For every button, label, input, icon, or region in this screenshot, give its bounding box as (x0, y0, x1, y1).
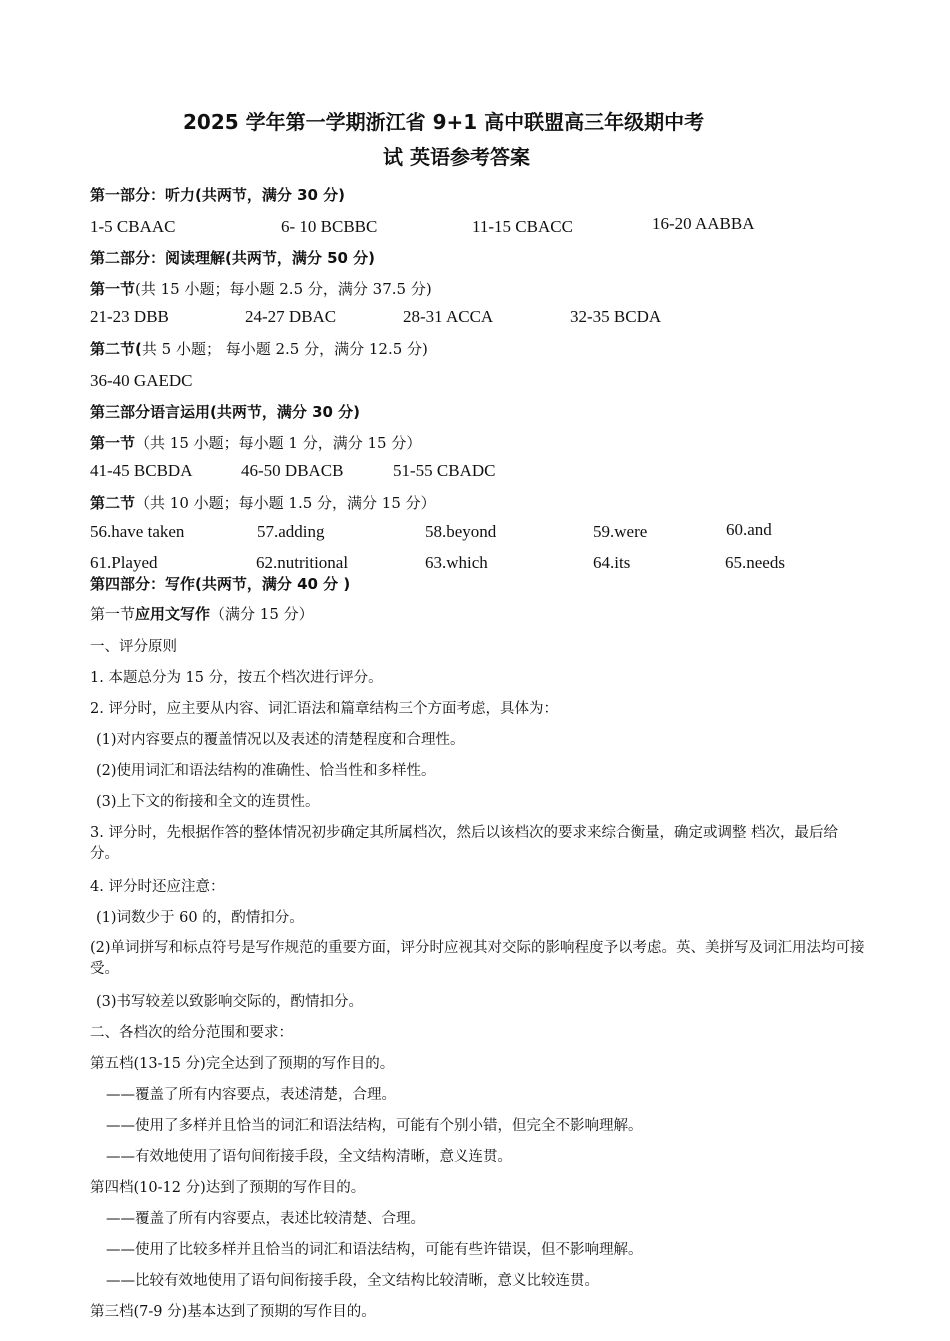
part3-sec2-line (90, 492, 436, 513)
answer-56: 56.have taken (90, 522, 185, 541)
part3-answer-46-50: 46-50 DBACB (241, 461, 344, 480)
part1-heading: 第一部分：听力(共两节，满分 30 分) (90, 186, 346, 204)
level-4: 第四档(10-12 分)达到了预期的写作目的。 (90, 1180, 366, 1196)
part1-answer-16-20: 16-20 AABBA (652, 214, 755, 233)
principles-heading: 一、评分原则 (90, 639, 177, 655)
answer-61: 61.Played (90, 553, 158, 572)
part4-heading: 第四部分：写作(共两节，满分 40 分 ) (90, 575, 351, 593)
answer-64: 64.its (593, 553, 631, 572)
answer-57: 57.adding (257, 522, 325, 541)
rule-2: 2. 评分时，应主要从内容、词汇语法和篇章结构三个方面考虑，具体为： (90, 701, 558, 717)
part2-sec2-label: 第二节( (90, 340, 142, 358)
part3-sec1-desc: （共 15 小题；每小题 1 分，满分 15 分） (135, 434, 422, 452)
part3-sec2-label: 第二节 (90, 494, 136, 512)
part2-sec1-desc: (共 15 小题；每小题 2.5 分，满分 37.5 分) (135, 280, 432, 298)
answer-58: 58.beyond (425, 522, 497, 541)
level-5-b: ——使用了多样并且恰当的词汇和语法结构，可能有个别小错，但完全不影响理解。 (106, 1118, 643, 1134)
answer-60: 60.and (726, 520, 772, 539)
level-5-a: ——覆盖了所有内容要点，表述清楚，合理。 (106, 1087, 396, 1103)
rule-3: 3. 评分时，先根据作答的整体情况初步确定其所属档次，然后以该档次的要求来综合衡量，确定或调整 档次，最后给分。 (90, 825, 839, 862)
part4-sec1-label: 第一节 (90, 605, 136, 623)
answer-62: 62.nutritional (256, 553, 349, 572)
part2-sec1-label: 第一节 (90, 280, 136, 298)
part3-sec1-line (90, 432, 421, 453)
rule-2b: (2)使用词汇和语法结构的准确性、恰当性和多样性。 (96, 763, 436, 779)
part2-answer-21-23: 21-23 DBB (90, 307, 169, 326)
level-3: 第三档(7-9 分)基本达到了预期的写作目的。 (90, 1304, 376, 1320)
part3-sec1-label: 第一节 (90, 434, 136, 452)
part2-answer-32-35: 32-35 BCDA (570, 307, 662, 326)
part1-answer-6-10: 6- 10 BCBBC (281, 217, 378, 236)
part1-answer-11-15: 11-15 CBACC (472, 217, 573, 236)
level-5-c: ——有效地使用了语句间衔接手段，全文结构清晰，意义连贯。 (106, 1149, 512, 1165)
part2-answer-36-40: 36-40 GAEDC (90, 371, 193, 390)
level-5: 第五档(13-15 分)完全达到了预期的写作目的。 (90, 1056, 395, 1072)
answer-59: 59.were (593, 522, 648, 541)
level-4-a: ——覆盖了所有内容要点，表述比较清楚、合理。 (106, 1211, 425, 1227)
part3-answer-41-45: 41-45 BCBDA (90, 461, 193, 480)
rule-2c: (3)上下文的衔接和全文的连贯性。 (96, 794, 320, 810)
part4-sec1-desc: （满分 15 分） (210, 605, 314, 623)
part3-answer-51-55: 51-55 CBADC (393, 461, 496, 480)
rule-4b: (2)单词拼写和标点符号是写作规范的重要方面，评分时应视其对交际的影响程度予以考虑。英、美拼写及词汇用法均可接受。 (90, 940, 865, 977)
part2-answer-24-27: 24-27 DBAC (245, 307, 337, 326)
part4-sec1-bold: 应用文写作 (135, 605, 211, 623)
rule-4a: (1)词数少于 60 的，酌情扣分。 (96, 910, 304, 926)
part3-heading: 第三部分语言运用(共两节，满分 30 分) (90, 403, 361, 421)
rule-1: 1. 本题总分为 15 分，按五个档次进行评分。 (90, 670, 383, 686)
answer-65: 65.needs (725, 553, 785, 572)
level-4-b: ——使用了比较多样并且恰当的词汇和语法结构，可能有些许错误，但不影响理解。 (106, 1242, 643, 1258)
part4-sec1-line (90, 603, 314, 624)
part2-sec2-desc: 共 5 小题； 每小题 2.5 分，满分 12.5 分) (141, 340, 428, 358)
document-title-line1: 2025 学年第一学期浙江省 9+1 高中联盟高三年级期中考 (183, 110, 705, 134)
levels-heading: 二、各档次的给分范围和要求： (90, 1025, 293, 1041)
document-title-line2: 试 英语参考答案 (383, 145, 530, 169)
rule-4: 4. 评分时还应注意： (90, 879, 225, 895)
part1-answer-1-5: 1-5 CBAAC (90, 217, 176, 236)
rule-4c: (3)书写较差以致影响交际的，酌情扣分。 (96, 994, 364, 1010)
level-4-c: ——比较有效地使用了语句间衔接手段，全文结构比较清晰，意义比较连贯。 (106, 1273, 599, 1289)
answer-63: 63.which (425, 553, 488, 572)
rule-2a: (1)对内容要点的覆盖情况以及表述的清楚程度和合理性。 (96, 732, 465, 748)
part2-sec1-line (90, 278, 432, 299)
part3-sec2-desc: （共 10 小题；每小题 1.5 分，满分 15 分） (135, 494, 436, 512)
part2-heading: 第二部分：阅读理解(共两节，满分 50 分) (90, 249, 376, 267)
part2-sec2-line (90, 338, 428, 359)
part2-answer-28-31: 28-31 ACCA (403, 307, 494, 326)
